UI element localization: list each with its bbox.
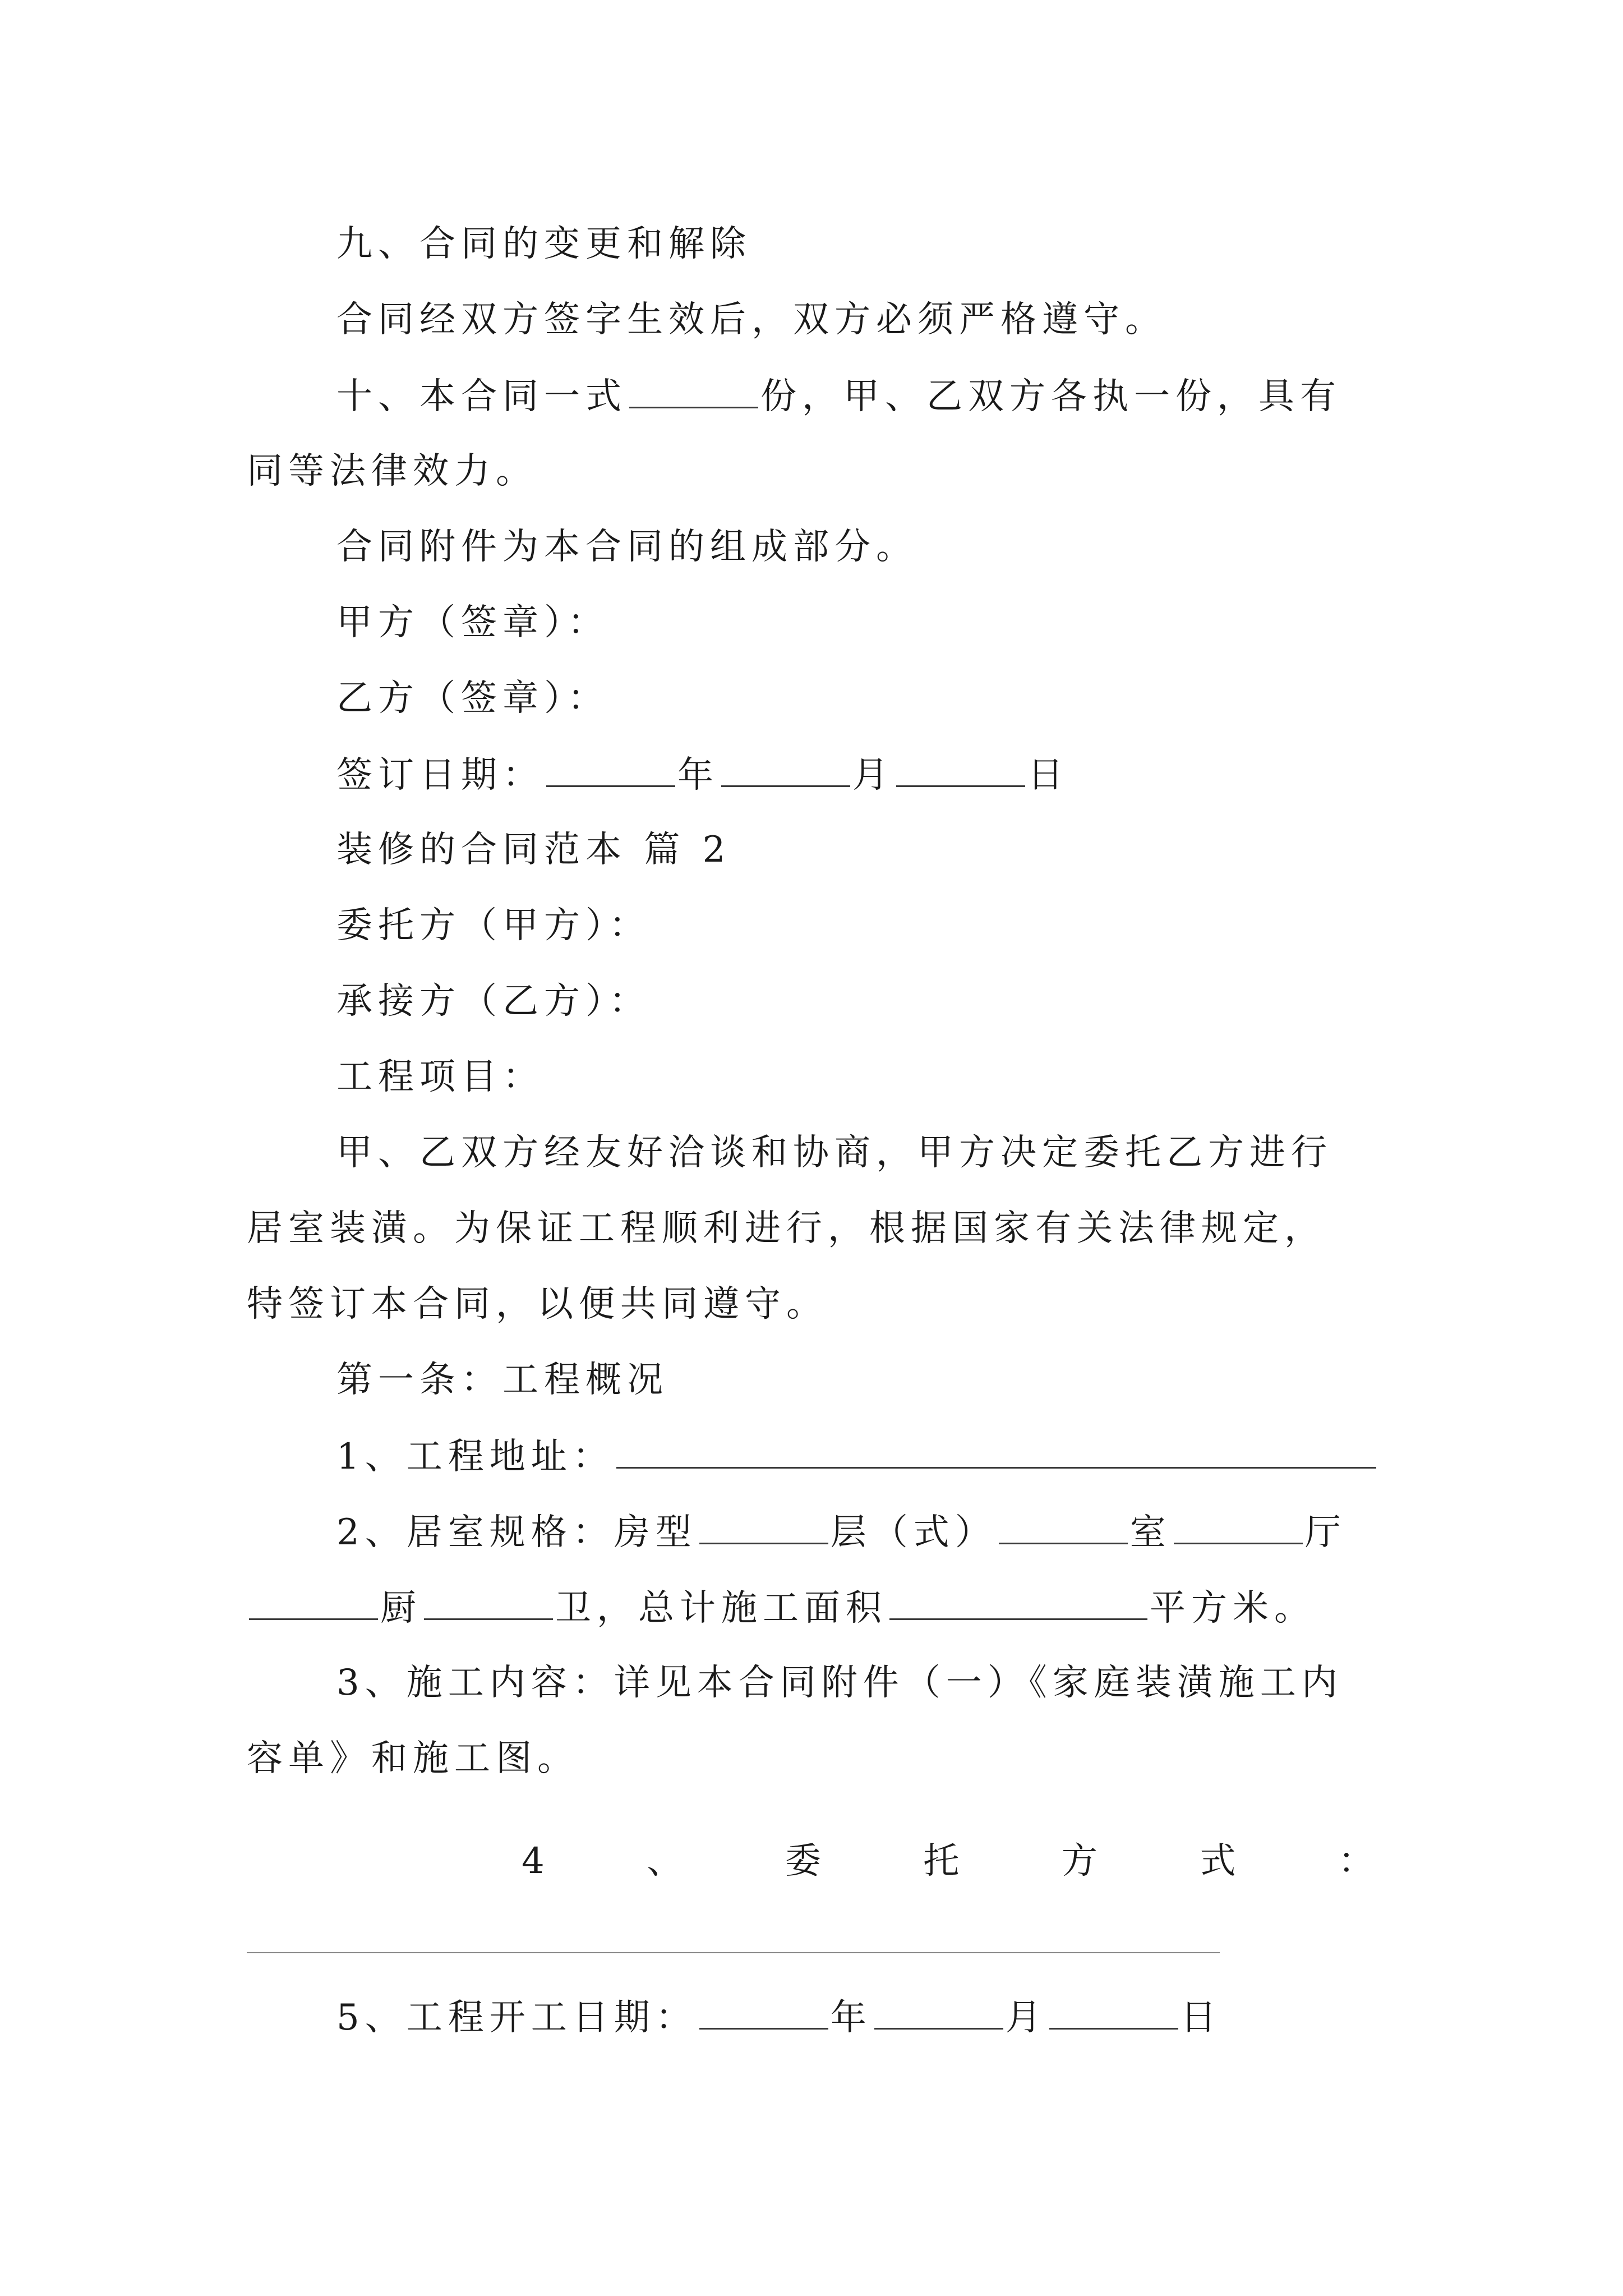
- text: 委托方（甲方）：: [336, 905, 651, 946]
- blank-field: [699, 1994, 828, 2030]
- text: 份，甲、乙双方各执一份，具有: [760, 376, 1341, 417]
- paragraph: [336, 979, 651, 1024]
- text: 合同附件为本合同的组成部分。: [336, 526, 917, 568]
- text: 装修的合同范本 篇 2: [336, 829, 731, 871]
- text: 容单》和施工图。: [247, 1738, 579, 1779]
- text: 承接方（乙方）：: [336, 981, 651, 1022]
- text: 厨: [380, 1588, 422, 1629]
- text: 年: [830, 1997, 872, 2039]
- text: 1、工程地址：: [336, 1436, 614, 1478]
- blank-field: [629, 373, 758, 408]
- blank-field: [1049, 1994, 1178, 2030]
- blank-field: [424, 1585, 553, 1620]
- section-heading-9: [336, 222, 751, 266]
- text: 卫，总计施工面积: [555, 1588, 887, 1629]
- text: 、: [647, 1841, 683, 1882]
- text: ：: [1338, 1841, 1374, 1882]
- paragraph: [336, 903, 651, 948]
- text: 厅: [1304, 1512, 1347, 1553]
- signing-date: [336, 752, 1069, 798]
- text: 工程项目：: [336, 1056, 544, 1098]
- paragraph: [247, 1206, 1326, 1251]
- text: 同等法律效力。: [247, 450, 537, 492]
- text: 层（式）: [830, 1512, 997, 1553]
- text: 月: [852, 754, 894, 796]
- paragraph: [336, 1130, 1332, 1175]
- signature-party-b: [336, 676, 609, 721]
- blank-field: [896, 752, 1025, 787]
- text: 年: [677, 754, 719, 796]
- room-specification: [336, 1509, 1347, 1555]
- room-specification-cont: [247, 1585, 1316, 1631]
- start-date: [336, 1994, 1222, 2040]
- paragraph: [336, 1055, 544, 1099]
- text: 托: [923, 1841, 960, 1882]
- text: 平方米。: [1150, 1588, 1316, 1629]
- text: 日: [1027, 754, 1069, 796]
- text: 十、本合同一式: [336, 376, 627, 417]
- text: 室: [1129, 1512, 1172, 1553]
- text: 签订日期：: [336, 754, 544, 796]
- text: 甲、乙双方经友好洽谈和协商，甲方决定委托乙方进行: [336, 1132, 1332, 1174]
- text: 合同经双方签字生效后，双方必须严格遵守。: [336, 299, 1166, 341]
- text: 居室装潢。为保证工程顺利进行，根据国家有关法律规定，: [247, 1208, 1326, 1249]
- paragraph: [336, 297, 1166, 342]
- blank-field: [699, 1509, 828, 1544]
- blank-field: [889, 1585, 1147, 1620]
- paragraph: [336, 524, 917, 569]
- signature-party-a: [336, 600, 609, 645]
- text: 式: [1200, 1841, 1236, 1882]
- text: 方: [1061, 1841, 1098, 1882]
- text: 委: [785, 1841, 821, 1882]
- blank-field: [249, 1585, 378, 1620]
- construction-content: [336, 1660, 1343, 1705]
- text: 特签订本合同，以便共同遵守。: [247, 1283, 828, 1325]
- construction-content-cont: [247, 1736, 579, 1781]
- blank-field: [546, 752, 675, 787]
- blank-rule: [247, 1952, 1220, 1953]
- paragraph: [247, 449, 537, 494]
- blank-field: [721, 752, 850, 787]
- section-title: [336, 827, 731, 872]
- text: 4: [522, 1841, 545, 1882]
- blank-field: [1174, 1509, 1303, 1544]
- text: 日: [1180, 1997, 1222, 2039]
- text: 2、居室规格：房型: [336, 1512, 697, 1553]
- blank-field: [874, 1994, 1003, 2030]
- blank-field: [999, 1509, 1128, 1544]
- text: 月: [1005, 1997, 1047, 2039]
- paragraph: [336, 373, 1341, 419]
- commission-method: [522, 1839, 1374, 1884]
- text: 5、工程开工日期：: [336, 1997, 697, 2039]
- article-heading-1: [336, 1358, 668, 1402]
- text: 3、施工内容：详见本合同附件（一）《家庭装潢施工内: [336, 1662, 1343, 1704]
- paragraph: [247, 1282, 828, 1327]
- text: 乙方（签章）：: [336, 678, 609, 719]
- text: 九、合同的变更和解除: [336, 223, 751, 265]
- blank-field: [616, 1433, 1376, 1469]
- text: 甲方（签章）：: [336, 602, 609, 643]
- text: 第一条：工程概况: [336, 1359, 668, 1401]
- project-address: [336, 1433, 1378, 1479]
